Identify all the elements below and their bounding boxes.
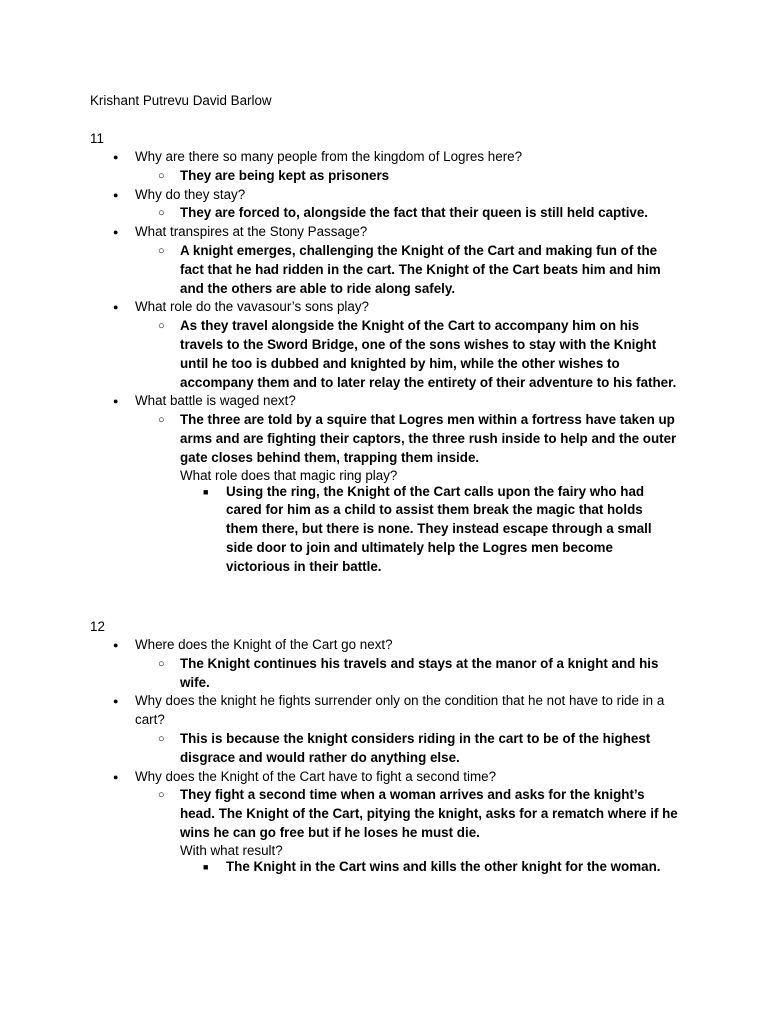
question: ● Why are there so many people from the kingdom of Logres here? [135, 148, 695, 167]
question-list [0, 148, 768, 577]
section-number: 11 [90, 131, 104, 146]
question: ● What battle is waged next? [135, 392, 695, 411]
section-number: 12 [90, 619, 105, 634]
answer: ○ As they travel alongside the Knight of the Cart to accompany him on his travels to the Sword Bridge, one of the sons wishes to stay with the Knight until he too is dubbed and knighted by him, while the other wishes to accompany them and to later relay the entirety of their adventure to his father. [180, 317, 680, 392]
question: ● Where does the Knight of the Cart go next? [135, 636, 695, 655]
answer: ○ The three are told by a squire that Logres men within a fortress have taken up arms and are fighting their captors, the three rush inside to help and the outer gate closes behind them, trapping them inside. [180, 411, 680, 467]
author-names: Krishant Putrevu David Barlow [90, 93, 272, 108]
sub-question: ○ What role does that magic ring play? [180, 468, 680, 483]
question: ● Why does the knight he fights surrender only on the condition that he not have to ride in a cart? [135, 692, 695, 730]
sub-question: ○ With what result? [180, 843, 680, 858]
answer: ○ The Knight continues his travels and stays at the manor of a knight and his wife. [180, 655, 680, 693]
answer: ○ They fight a second time when a woman arrives and asks for the knight’s head. The Knight of the Cart, pitying the knight, asks for a rematch where if he wins he can go free but if he loses he must die. [180, 786, 680, 842]
answer: ○ They are being kept as prisoners [180, 167, 680, 186]
question: ● Why does the Knight of the Cart have to fight a second time? [135, 768, 695, 787]
question-list [0, 636, 768, 877]
answer: ○ They are forced to, alongside the fact that their queen is still held captive. [180, 204, 680, 223]
sub-answer: ■ Using the ring, the Knight of the Cart calls upon the fairy who had cared for him as a child to assist them break the magic that holds them there, but there is none. They instead escape through a small side door to join and ultimately help the Logres men become victorious in their battle. [226, 483, 676, 577]
question: ● What transpires at the Stony Passage? [135, 223, 695, 242]
question: ● What role do the vavasour’s sons play? [135, 298, 695, 317]
answer: ○ A knight emerges, challenging the Knight of the Cart and making fun of the fact that he had ridden in the cart. The Knight of the Cart beats him and him and the others are able to ride along safely. [180, 242, 680, 298]
question: ● Why do they stay? [135, 186, 695, 205]
answer: ○ This is because the knight considers riding in the cart to be of the highest disgrace and would rather do anything else. [180, 730, 680, 768]
sub-answer: ■ The Knight in the Cart wins and kills the other knight for the woman. [226, 858, 676, 877]
